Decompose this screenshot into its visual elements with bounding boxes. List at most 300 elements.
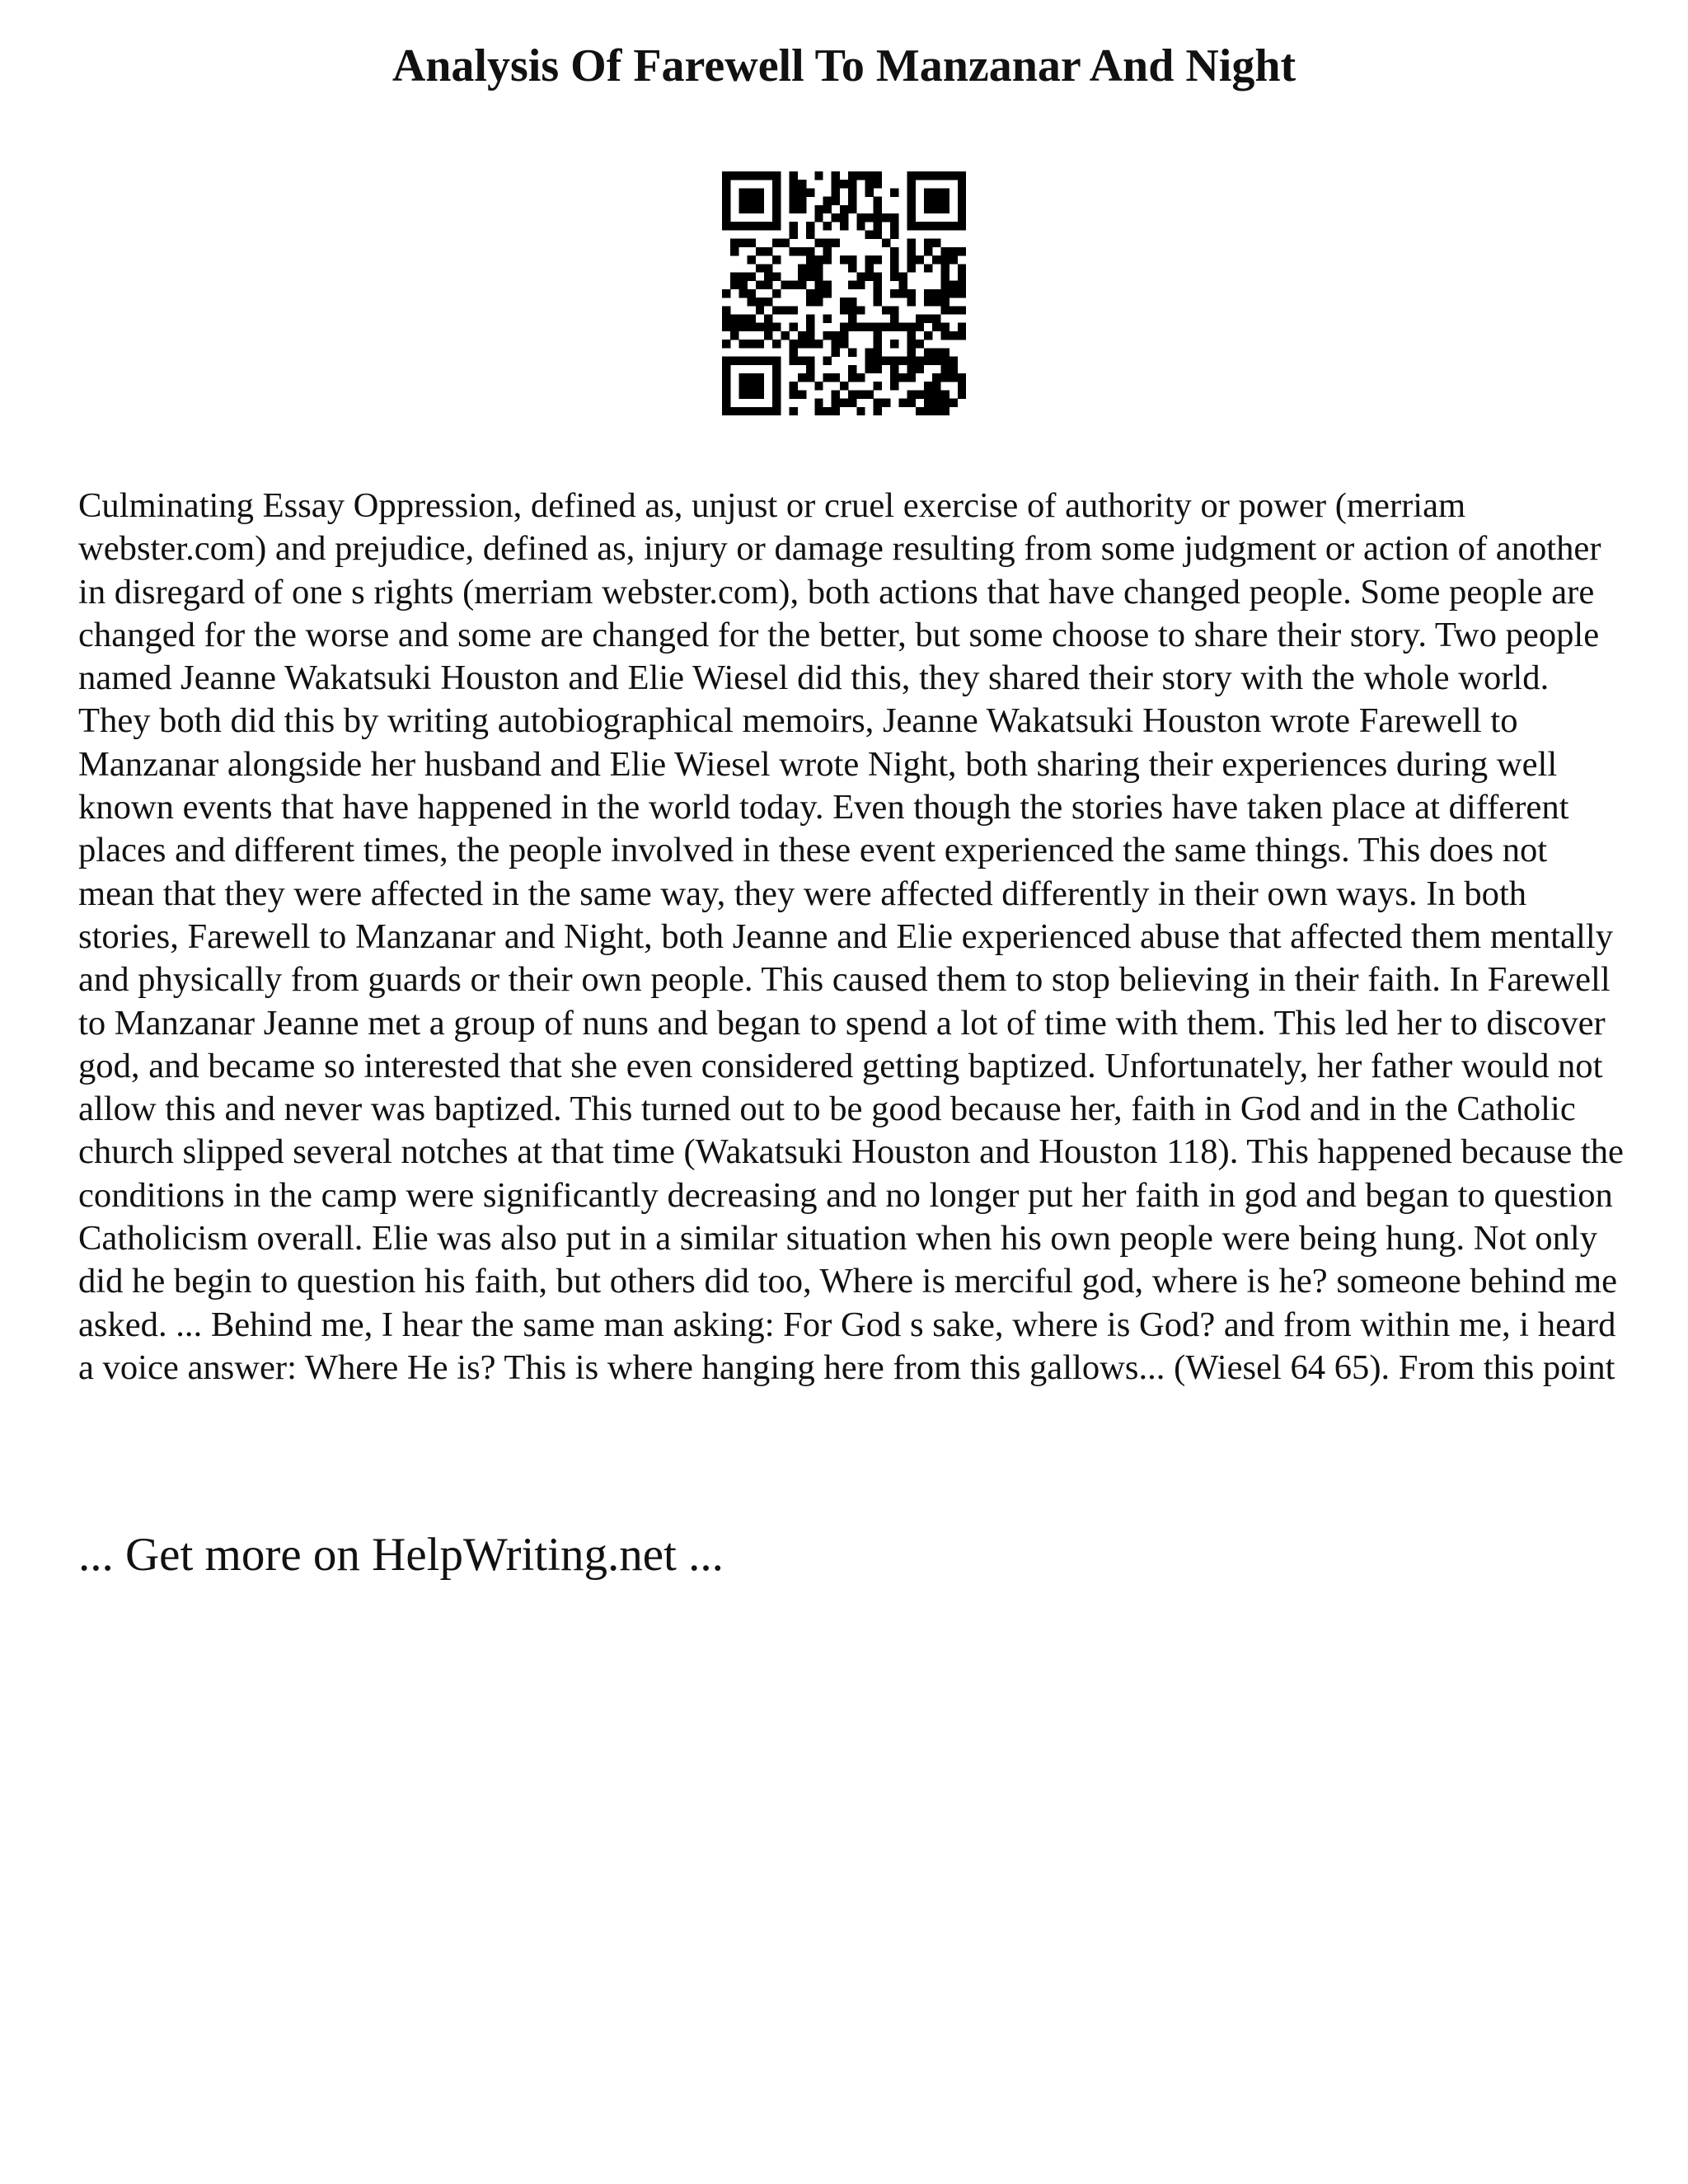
qr-module	[722, 382, 730, 390]
qr-module	[958, 272, 966, 280]
qr-module	[874, 281, 882, 289]
qr-module	[958, 382, 966, 390]
qr-module	[781, 306, 789, 314]
qr-module	[958, 222, 966, 230]
qr-module	[932, 205, 940, 213]
qr-module	[882, 357, 890, 365]
qr-module	[730, 323, 738, 331]
qr-module	[772, 222, 781, 230]
qr-module	[722, 197, 730, 205]
qr-module	[950, 306, 958, 314]
qr-module	[738, 315, 747, 323]
qr-module	[790, 205, 798, 213]
qr-module	[772, 171, 781, 180]
qr-module	[890, 255, 898, 264]
qr-module	[932, 255, 940, 264]
qr-module	[806, 255, 814, 264]
qr-module	[832, 331, 840, 340]
qr-module	[874, 399, 882, 407]
qr-module	[738, 188, 747, 196]
qr-module	[932, 315, 940, 323]
qr-module	[924, 382, 932, 390]
qr-module	[940, 281, 949, 289]
qr-module	[832, 348, 840, 356]
qr-module	[764, 315, 772, 323]
qr-module	[882, 306, 890, 314]
qr-module	[865, 188, 874, 196]
qr-module	[756, 323, 764, 331]
qr-module	[874, 340, 882, 348]
qr-module	[940, 323, 949, 331]
qr-module	[722, 171, 730, 180]
qr-module	[790, 323, 798, 331]
qr-module	[748, 205, 756, 213]
qr-module	[756, 222, 764, 230]
get-more-link[interactable]: ... Get more on HelpWriting.net ...	[78, 1529, 724, 1581]
qr-module	[730, 331, 738, 340]
qr-module	[722, 180, 730, 188]
qr-module	[748, 315, 756, 323]
qr-module	[748, 298, 756, 306]
qr-module	[950, 399, 958, 407]
qr-module	[814, 407, 823, 415]
qr-module	[756, 205, 764, 213]
qr-module	[940, 197, 949, 205]
qr-module	[738, 407, 747, 415]
qr-module	[924, 331, 932, 340]
qr-module	[856, 281, 865, 289]
qr-module	[940, 348, 949, 356]
qr-module	[940, 289, 949, 298]
qr-module	[916, 323, 924, 331]
qr-module	[722, 407, 730, 415]
qr-module	[924, 348, 932, 356]
qr-module	[814, 340, 823, 348]
qr-module	[806, 230, 814, 238]
qr-module	[958, 180, 966, 188]
qr-module	[950, 281, 958, 289]
qr-module	[865, 348, 874, 356]
qr-module	[950, 357, 958, 365]
qr-module	[756, 306, 764, 314]
qr-module	[823, 239, 831, 247]
qr-module	[748, 323, 756, 331]
qr-module	[722, 213, 730, 222]
qr-module	[756, 373, 764, 382]
qr-module	[772, 340, 781, 348]
qr-module	[756, 281, 764, 289]
qr-module	[798, 180, 806, 188]
qr-module	[924, 407, 932, 415]
qr-module	[940, 272, 949, 280]
qr-module	[764, 298, 772, 306]
qr-module	[772, 255, 781, 264]
qr-module	[722, 205, 730, 213]
qr-module	[890, 373, 898, 382]
qr-module	[722, 399, 730, 407]
qr-module	[798, 281, 806, 289]
qr-module	[748, 188, 756, 196]
qr-module	[772, 289, 781, 298]
qr-module	[832, 180, 840, 188]
qr-module	[856, 390, 865, 398]
qr-module	[738, 222, 747, 230]
qr-module	[722, 340, 730, 348]
qr-module	[823, 331, 831, 340]
qr-module	[798, 373, 806, 382]
qr-module	[890, 340, 898, 348]
qr-module	[748, 197, 756, 205]
qr-module	[764, 281, 772, 289]
qr-module	[738, 340, 747, 348]
qr-module	[738, 197, 747, 205]
qr-module	[890, 289, 898, 298]
qr-module	[924, 222, 932, 230]
qr-module	[772, 382, 781, 390]
qr-module	[756, 188, 764, 196]
qr-module	[748, 390, 756, 398]
qr-module	[940, 390, 949, 398]
qr-module	[958, 281, 966, 289]
qr-module	[924, 205, 932, 213]
qr-module	[874, 222, 882, 230]
qr-module	[738, 390, 747, 398]
qr-module	[874, 180, 882, 188]
qr-module	[907, 247, 916, 255]
qr-module	[932, 373, 940, 382]
qr-module	[916, 255, 924, 264]
qr-module	[848, 281, 856, 289]
qr-module	[798, 331, 806, 340]
qr-module	[958, 264, 966, 272]
qr-module	[940, 298, 949, 306]
qr-module	[907, 357, 916, 365]
qr-module	[874, 255, 882, 264]
qr-module	[772, 357, 781, 365]
qr-module	[940, 306, 949, 314]
qr-module	[823, 197, 831, 205]
qr-module	[814, 171, 823, 180]
qr-module	[874, 357, 882, 365]
qr-module	[748, 407, 756, 415]
qr-module	[890, 323, 898, 331]
qr-module	[738, 281, 747, 289]
qr-module	[738, 205, 747, 213]
qr-module	[932, 399, 940, 407]
qr-module	[874, 272, 882, 280]
qr-module	[874, 298, 882, 306]
qr-module	[890, 365, 898, 373]
qr-module	[806, 247, 814, 255]
qr-module	[823, 281, 831, 289]
qr-module	[940, 365, 949, 373]
qr-module	[932, 348, 940, 356]
qr-module	[756, 357, 764, 365]
qr-module	[790, 197, 798, 205]
qr-module	[790, 357, 798, 365]
qr-module	[924, 247, 932, 255]
qr-module	[907, 365, 916, 373]
qr-module	[950, 222, 958, 230]
qr-module	[772, 205, 781, 213]
qr-module	[932, 323, 940, 331]
qr-module	[848, 373, 856, 382]
qr-module	[882, 239, 890, 247]
qr-module	[790, 382, 798, 390]
qr-module	[730, 407, 738, 415]
qr-module	[848, 390, 856, 398]
qr-module	[865, 357, 874, 365]
qr-module	[798, 205, 806, 213]
qr-module	[916, 171, 924, 180]
qr-module	[806, 357, 814, 365]
qr-code-graphic	[722, 171, 966, 415]
qr-module	[790, 348, 798, 356]
qr-module	[730, 281, 738, 289]
qr-module	[940, 399, 949, 407]
qr-module	[756, 197, 764, 205]
qr-module	[730, 357, 738, 365]
qr-module	[907, 180, 916, 188]
qr-module	[958, 213, 966, 222]
qr-module	[958, 247, 966, 255]
qr-module	[848, 197, 856, 205]
qr-module	[790, 230, 798, 238]
qr-module	[832, 197, 840, 205]
qr-module	[814, 382, 823, 390]
qr-module	[848, 180, 856, 188]
qr-module	[738, 382, 747, 390]
qr-module	[814, 281, 823, 289]
qr-module	[924, 298, 932, 306]
qr-module	[748, 222, 756, 230]
qr-module	[950, 365, 958, 373]
qr-module	[722, 315, 730, 323]
qr-module	[806, 373, 814, 382]
qr-module	[865, 171, 874, 180]
qr-module	[958, 171, 966, 180]
qr-module	[748, 289, 756, 298]
qr-module	[772, 272, 781, 280]
qr-module	[924, 315, 932, 323]
qr-module	[916, 357, 924, 365]
qr-module	[882, 213, 890, 222]
qr-module	[832, 239, 840, 247]
qr-module	[823, 407, 831, 415]
qr-module	[806, 264, 814, 272]
qr-module	[738, 272, 747, 280]
qr-module	[772, 239, 781, 247]
qr-module	[890, 213, 898, 222]
qr-module	[848, 315, 856, 323]
qr-module	[790, 306, 798, 314]
qr-module	[865, 390, 874, 398]
qr-module	[756, 171, 764, 180]
qr-module	[907, 323, 916, 331]
qr-module	[781, 331, 789, 340]
qr-module	[856, 222, 865, 230]
qr-module	[764, 171, 772, 180]
qr-module	[950, 171, 958, 180]
qr-module	[932, 188, 940, 196]
qr-module	[924, 357, 932, 365]
qr-module	[907, 331, 916, 340]
qr-module	[722, 306, 730, 314]
qr-module	[806, 222, 814, 230]
qr-module	[924, 239, 932, 247]
qr-module	[823, 315, 831, 323]
qr-module	[940, 407, 949, 415]
qr-module	[890, 188, 898, 196]
qr-module	[940, 247, 949, 255]
qr-module	[940, 264, 949, 272]
qr-module	[840, 255, 848, 264]
qr-module	[874, 197, 882, 205]
qr-module	[798, 247, 806, 255]
qr-module	[790, 171, 798, 180]
qr-module	[756, 382, 764, 390]
qr-module	[898, 272, 907, 280]
qr-module	[772, 407, 781, 415]
qr-module	[898, 399, 907, 407]
qr-module	[890, 264, 898, 272]
qr-module	[823, 205, 831, 213]
qr-module	[958, 289, 966, 298]
qr-module	[874, 289, 882, 298]
qr-module	[832, 407, 840, 415]
qr-module	[814, 264, 823, 272]
qr-module	[790, 390, 798, 398]
qr-module	[772, 323, 781, 331]
qr-module	[848, 255, 856, 264]
document-title: Analysis Of Farewell To Manzanar And Night	[392, 40, 1296, 91]
qr-module	[848, 188, 856, 196]
qr-module	[722, 390, 730, 398]
qr-module	[950, 255, 958, 264]
qr-module	[806, 188, 814, 196]
qr-module	[772, 180, 781, 188]
qr-module	[756, 390, 764, 398]
qr-module	[856, 323, 865, 331]
qr-module	[907, 399, 916, 407]
qr-module	[806, 289, 814, 298]
qr-module	[874, 348, 882, 356]
qr-module	[932, 171, 940, 180]
qr-module	[890, 315, 898, 323]
qr-module	[748, 340, 756, 348]
qr-module	[898, 373, 907, 382]
qr-module	[790, 180, 798, 188]
qr-module	[764, 407, 772, 415]
qr-module	[790, 340, 798, 348]
qr-module	[798, 188, 806, 196]
qr-module	[940, 205, 949, 213]
qr-module	[950, 373, 958, 382]
qr-module	[856, 213, 865, 222]
qr-module	[806, 315, 814, 323]
qr-module	[823, 255, 831, 264]
qr-module	[958, 188, 966, 196]
qr-module	[772, 365, 781, 373]
qr-module	[814, 399, 823, 407]
qr-module	[848, 205, 856, 213]
qr-module	[940, 171, 949, 180]
qr-module	[730, 171, 738, 180]
qr-module	[907, 205, 916, 213]
qr-module	[924, 399, 932, 407]
qr-module	[958, 331, 966, 340]
qr-module	[781, 281, 789, 289]
qr-module	[756, 340, 764, 348]
qr-module	[730, 239, 738, 247]
qr-module	[840, 205, 848, 213]
qr-module	[832, 373, 840, 382]
qr-module	[814, 289, 823, 298]
qr-module	[874, 230, 882, 238]
qr-module	[890, 357, 898, 365]
qr-module	[874, 205, 882, 213]
qr-module	[865, 365, 874, 373]
qr-module	[848, 323, 856, 331]
qr-module	[907, 171, 916, 180]
qr-module	[832, 213, 840, 222]
qr-module	[958, 323, 966, 331]
qr-module	[798, 390, 806, 398]
qr-module	[730, 222, 738, 230]
qr-module	[874, 382, 882, 390]
qr-module	[806, 365, 814, 373]
qr-module	[798, 357, 806, 365]
qr-module	[738, 373, 747, 382]
qr-module	[890, 272, 898, 280]
qr-module	[764, 323, 772, 331]
qr-module	[722, 357, 730, 365]
qr-module	[738, 289, 747, 298]
qr-module	[790, 222, 798, 230]
qr-module	[764, 272, 772, 280]
qr-module	[890, 222, 898, 230]
qr-module	[898, 357, 907, 365]
qr-module	[932, 197, 940, 205]
qr-module	[924, 171, 932, 180]
qr-module	[907, 197, 916, 205]
qr-module	[814, 298, 823, 306]
qr-module	[924, 289, 932, 298]
qr-module	[874, 365, 882, 373]
qr-module	[890, 382, 898, 390]
qr-module	[722, 222, 730, 230]
qr-module	[806, 340, 814, 348]
qr-module	[748, 239, 756, 247]
qr-module	[722, 188, 730, 196]
qr-module	[756, 407, 764, 415]
qr-module	[890, 230, 898, 238]
qr-module	[738, 323, 747, 331]
qr-module	[916, 340, 924, 348]
qr-module	[932, 407, 940, 415]
qr-module	[823, 222, 831, 230]
qr-module	[806, 272, 814, 280]
qr-module	[916, 407, 924, 415]
qr-module	[958, 390, 966, 398]
qr-module	[890, 247, 898, 255]
qr-module	[840, 180, 848, 188]
qr-code-icon	[722, 171, 966, 415]
qr-module	[924, 197, 932, 205]
qr-module	[874, 323, 882, 331]
qr-module	[898, 281, 907, 289]
qr-module	[907, 340, 916, 348]
